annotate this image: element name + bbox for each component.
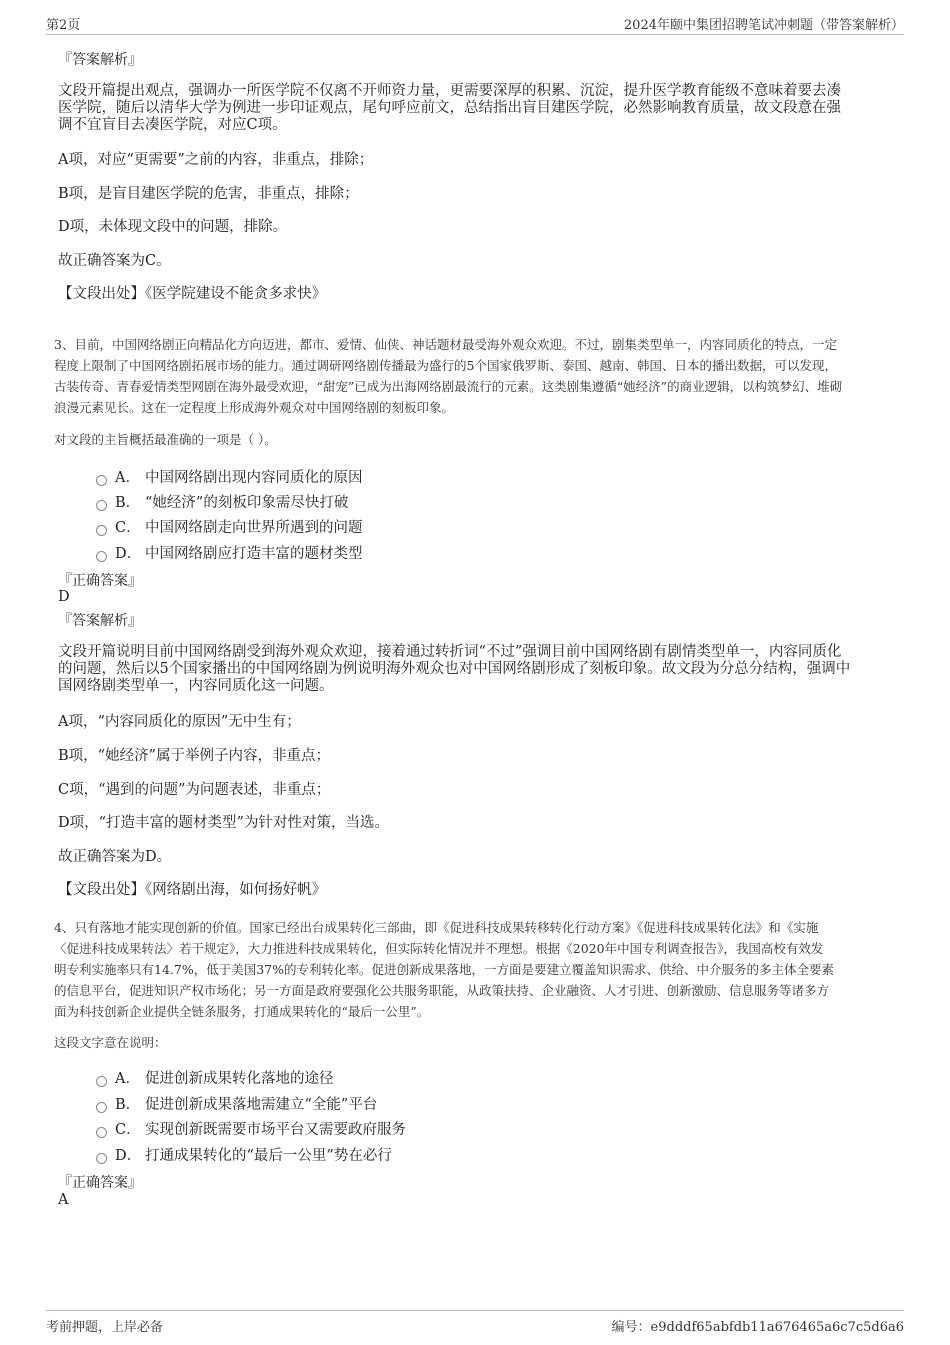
- q2-analysis-line: 调不宜盲目去凑医学院，对应C项。: [58, 117, 287, 133]
- q3-analysis-line: 的问题，然后以5个国家播出的中国网络剧为例说明海外观众也对中国网络剧形成了刻板印象。故文段为分总分结构，强调中: [58, 661, 851, 677]
- radio-icon[interactable]: [96, 500, 107, 511]
- q3-answer-label: 『正确答案』: [58, 573, 142, 589]
- radio-icon[interactable]: [96, 1076, 107, 1087]
- q4-stem: 这段文字意在说明：: [54, 1035, 167, 1050]
- radio-icon[interactable]: [96, 551, 107, 562]
- q2-point: D项，未体现文段中的问题，排除。: [58, 219, 288, 235]
- document-id: 编号：e9dddf65abfdb11a676465a6c7c5d6a6: [611, 1320, 904, 1335]
- option-text: 促进创新成果落地需建立“全能”平台: [145, 1097, 378, 1113]
- q3-option-a[interactable]: A． 中国网络剧出现内容同质化的原因: [96, 466, 363, 487]
- option-text: “她经济”的刻板印象需尽快打破: [145, 495, 349, 511]
- q4-option-a[interactable]: A． 促进创新成果转化落地的途径: [96, 1067, 334, 1088]
- option-text: 打通成果转化的“最后一公里”势在必行: [145, 1148, 392, 1164]
- q4-option-b[interactable]: B． 促进创新成果落地需建立“全能”平台: [96, 1093, 377, 1114]
- q4-answer-label: 『正确答案』: [58, 1175, 142, 1191]
- q3-passage-line: 浪漫元素见长。这在一定程度上形成海外观众对中国网络剧的刻板印象。: [54, 400, 455, 415]
- q3-stem: 对文段的主旨概括最准确的一项是（ ）。: [54, 432, 277, 447]
- q4-answer: A: [58, 1192, 69, 1208]
- q3-option-c[interactable]: C． 中国网络剧走向世界所遇到的问题: [96, 516, 363, 537]
- q2-analysis-label: 『答案解析』: [58, 52, 142, 68]
- q4-passage: [54, 917, 902, 1022]
- radio-icon[interactable]: [96, 1102, 107, 1113]
- q2-point: B项，是盲目建医学院的危害，非重点，排除；: [58, 186, 359, 202]
- radio-icon[interactable]: [96, 525, 107, 536]
- q2-point: A项，对应“更需要”之前的内容，非重点，排除；: [58, 152, 374, 168]
- q3-passage-line: 程度上限制了中国网络剧拓展市场的能力。通过调研网络剧传播最为盛行的5个国家俄罗斯、泰国、越南、韩国、日本的播出数据，可以发现，: [54, 358, 837, 373]
- page-footer: [46, 1310, 904, 1335]
- q3-conclusion: 故正确答案为D。: [58, 849, 172, 865]
- q4-passage-line: 面为科技创新企业提供全链条服务，打通成果转化的“最后一公里”。: [54, 1004, 430, 1019]
- q2-conclusion: 故正确答案为C。: [58, 253, 171, 269]
- q3-passage-line: 3、目前，中国网络剧正向精品化方向迈进，都市、爱情、仙侠、神话题材最受海外观众欢迎。不过，剧集类型单一，内容同质化的特点，一定: [54, 337, 837, 352]
- option-text: 中国网络剧应打造丰富的题材类型: [145, 546, 363, 562]
- page-number: 第2页: [46, 18, 81, 33]
- radio-icon[interactable]: [96, 475, 107, 486]
- q2-analysis: [58, 83, 896, 134]
- q3-point: B项，“她经济”属于举例子内容，非重点；: [58, 748, 330, 764]
- q3-point: C项，“遇到的问题”为问题表述，非重点；: [58, 782, 331, 798]
- q3-point: A项，“内容同质化的原因”无中生有；: [58, 714, 301, 730]
- option-text: 中国网络剧出现内容同质化的原因: [145, 470, 363, 486]
- q3-passage: [54, 334, 902, 418]
- q3-option-d[interactable]: D． 中国网络剧应打造丰富的题材类型: [96, 542, 363, 563]
- q3-answer: D: [58, 589, 70, 605]
- option-text: 实现创新既需要市场平台又需要政府服务: [145, 1122, 406, 1138]
- q3-point: D项，“打造丰富的题材类型”为针对性对策，当选。: [58, 815, 389, 831]
- q3-analysis-line: 文段开篇说明目前中国网络剧受到海外观众欢迎，接着通过转折词“不过”强调目前中国网络剧有剧情类型单一，内容同质化: [58, 644, 842, 660]
- q3-passage-line: 古装传奇、青春爱情类型网剧在海外最受欢迎，“甜宠”已成为出海网络剧最流行的元素。这类剧集遵循“她经济”的商业逻辑，以构筑梦幻、堆砌: [54, 379, 843, 394]
- footer-slogan: 考前押题，上岸必备: [46, 1320, 164, 1335]
- q4-option-c[interactable]: C． 实现创新既需要市场平台又需要政府服务: [96, 1118, 406, 1139]
- page-header: [46, 14, 904, 35]
- q4-passage-line: 的信息平台，促进知识产权市场化；另一方面是政府要强化公共服务职能，从政策扶持、企业融资、人才引进、创新激励、信息服务等诸多方: [54, 983, 830, 998]
- option-text: 促进创新成果转化落地的途径: [145, 1071, 334, 1087]
- q2-analysis-line: 医学院，随后以清华大学为例进一步印证观点，尾句呼应前文，总结指出盲目建医学院，必然影响教育质量，故文段意在强: [58, 100, 841, 116]
- q3-analysis-label: 『答案解析』: [58, 613, 142, 629]
- q2-source: 【文段出处】《医学院建设不能贪多求快》: [58, 286, 327, 302]
- document-title: 2024年颐中集团招聘笔试冲刺题（带答案解析）: [623, 18, 904, 33]
- q3-analysis-line: 国网络剧类型单一，内容同质化这一问题。: [58, 678, 334, 694]
- option-text: 中国网络剧走向世界所遇到的问题: [145, 520, 363, 536]
- q4-passage-line: 4、只有落地才能实现创新的价值。国家已经出台成果转化三部曲，即《促进科技成果转移转化行动方案》《促进科技成果转化法》和《实施: [54, 920, 819, 935]
- q4-option-d[interactable]: D． 打通成果转化的“最后一公里”势在必行: [96, 1144, 392, 1165]
- q3-analysis: [58, 644, 896, 695]
- radio-icon[interactable]: [96, 1153, 107, 1164]
- q4-passage-line: 明专利实施率只有14.7%，低于美国37%的专利转化率。促进创新成果落地，一方面是要建立覆盖知识需求、供给、中介服务的多主体全要素: [54, 962, 834, 977]
- radio-icon[interactable]: [96, 1127, 107, 1138]
- q3-option-b[interactable]: B． “她经济”的刻板印象需尽快打破: [96, 491, 348, 512]
- q4-passage-line: 〈促进科技成果转法〉若干规定》，大力推进科技成果转化，但实际转化情况并不理想。根据《2020年中国专利调查报告》，我国高校有效发: [54, 941, 824, 956]
- q3-source: 【文段出处】《网络剧出海，如何扬好帆》: [58, 882, 327, 898]
- q2-analysis-line: 文段开篇提出观点，强调办一所医学院不仅离不开师资力量，更需要深厚的积累、沉淀，提升医学教育能级不意味着要去凑: [58, 83, 841, 99]
